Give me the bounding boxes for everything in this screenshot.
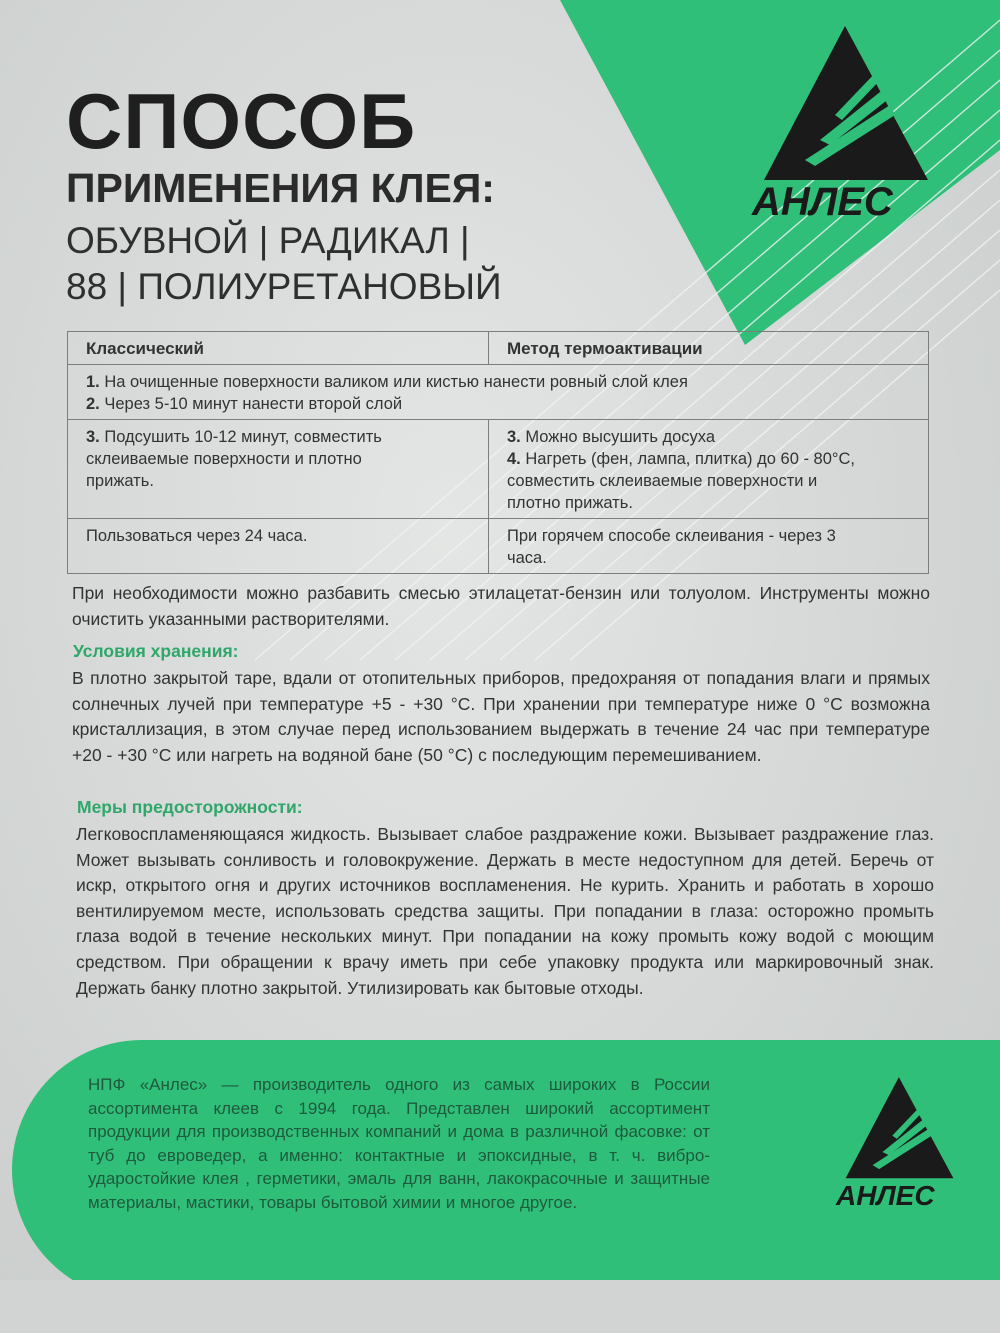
shared-step-1 xyxy=(86,371,910,393)
glue-types-line-2: 88 | ПОЛИУРЕТАНОВЫЙ xyxy=(66,266,502,307)
step-number: 4. xyxy=(507,450,521,468)
classic-final-cell: Пользоваться через 24 часа. xyxy=(68,519,489,574)
step-text: На очищенные поверхности валиком или кистью нанести ровный слой клея xyxy=(104,373,688,391)
thermo-steps-cell xyxy=(489,420,929,519)
step-text: Можно высушить досуха xyxy=(525,428,716,446)
step-number: 3. xyxy=(86,428,100,446)
step-text: Нагреть (фен, лампа, плитка) до 60 - 80°С, совместить склеиваемые поверхности и плотно прижать. xyxy=(507,450,855,512)
thermo-step-4 xyxy=(507,448,868,514)
company-description: НПФ «Анлес» — производитель одного из самых широких в России ассортимента клеев с 1994 года. Представлен широкий ассортимент продукции для производственных компаний и дома в различной фасовке: от туб до евроведер, а именно: контактные и эпоксидные, в т. ч. вибро-ударостойкие клея , герметики, эмаль для ванн, лакокрасочные и защитные материалы, мастики, товары бытовой химии и многое другое. xyxy=(88,1075,710,1212)
classic-step-cell xyxy=(68,420,489,519)
table-row-shared-steps xyxy=(68,365,929,420)
glue-types-line-1: ОБУВНОЙ | РАДИКАЛ | xyxy=(66,220,470,261)
column-header-thermo: Метод термоактивации xyxy=(489,332,929,365)
anles-logo-text: АНЛЕС xyxy=(752,180,893,224)
precautions-heading: Меры предосторожности: xyxy=(77,797,303,817)
anles-logo-icon xyxy=(760,20,935,190)
step-number: 1. xyxy=(86,373,100,391)
table-row-final xyxy=(68,519,929,574)
band-bottom-strip xyxy=(0,1280,1000,1333)
table-header-row xyxy=(68,332,929,365)
anles-logo-text-bottom: АНЛЕС xyxy=(836,1180,935,1211)
shared-steps-cell xyxy=(68,365,929,420)
page-title: СПОСОБ xyxy=(66,77,417,165)
page-subtitle: ПРИМЕНЕНИЯ КЛЕЯ: xyxy=(66,165,495,211)
precautions-text: Легковоспламеняющаяся жидкость. Вызывает слабое раздражение кожи. Вызывает раздражение глаз. Может вызывать сонливость и головокружение. Держать в месте недоступном для детей. Беречь от искр, открытого огня и других источников воспламенения. Не курить. Хранить и работать в хорошо вентилируемом месте, использовать средства защиты. При попадании в глаза: осторожно промыть глаза водой в течение нескольких минут. При попадании на кожу промыть кожу водой с моющим средством. При обращении к врачу иметь при себе упаковку продукта или маркировочный знак. Держать банку плотно закрытой. Утилизировать как бытовые отходы. xyxy=(76,824,934,998)
shared-step-2 xyxy=(86,393,910,415)
anles-logo-icon-bottom xyxy=(843,1073,958,1185)
dilution-note: При необходимости можно разбавить смесью этилацетат-бензин или толуолом. Инструменты можно очистить указанными растворителями. xyxy=(72,583,930,629)
thermo-final-cell: При горячем способе склеивания - через 3 часа. xyxy=(489,519,929,574)
application-steps-table xyxy=(67,331,929,574)
column-header-classic: Классический xyxy=(68,332,489,365)
thermo-step-3 xyxy=(507,426,868,448)
step-text: Подсушить 10-12 минут, совместить склеиваемые поверхности и плотно прижать. xyxy=(86,428,382,490)
step-text: Через 5-10 минут нанести второй слой xyxy=(104,395,403,413)
step-number: 3. xyxy=(507,428,521,446)
storage-text: В плотно закрытой таре, вдали от отопительных приборов, предохраняя от попадания влаги и прямых солнечных лучей при температуре +5 - +30 °С. При хранении при температуре ниже 0 °С возможна кристаллизация, в этом случае перед использованием выдержать в течение 24 час при температуре +20 - +30 °С или нагреть на водяной бане (50 °С) с последующим перемешиванием. xyxy=(72,668,930,765)
step-number: 2. xyxy=(86,395,100,413)
storage-heading: Условия хранения: xyxy=(73,641,239,661)
table-row-method-steps xyxy=(68,420,929,519)
